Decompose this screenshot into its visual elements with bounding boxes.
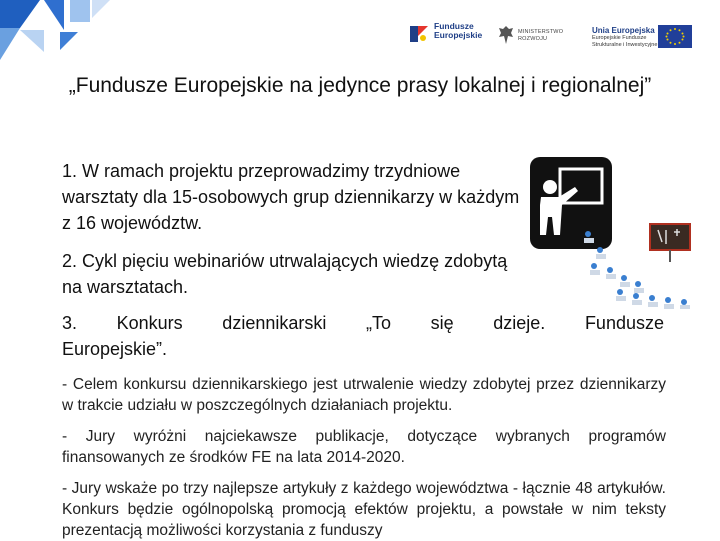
eu-logo-sub2: Strukturalne i Inwestycyjne	[592, 42, 658, 48]
eu-flag-icon	[658, 25, 692, 48]
eu-logo-text	[592, 27, 657, 49]
decorative-corner-shapes	[0, 0, 110, 60]
eu-logo-sub1: Europejskie Fundusze	[592, 35, 647, 41]
polish-eagle-emblem-icon	[498, 25, 514, 45]
paragraph-jury-awards: - Jury wyróżni najciekawsze publikacje, dotyczące wybranych programów finansowanych ze środków FE na lata 2014-2020.	[62, 428, 666, 466]
eu-logo-title: Unia Europejska	[592, 26, 655, 35]
slide-title: „Fundusze Europejskie na jedynce prasy lokalnej i regionalnej”	[68, 74, 652, 97]
fundusze-logo-line2: Europejskie	[434, 30, 483, 40]
item-contest-line1: 3. Konkurs dziennikarski „To się dzieje. Fundusze	[62, 313, 664, 333]
ministry-logo-text	[518, 29, 563, 43]
item-contest-line2: Europejskie”.	[62, 339, 168, 359]
ministry-logo-line2: ROZWOJU	[518, 36, 548, 42]
item-workshops: 1. W ramach projektu przeprowadzimy trzydniowe warsztaty dla 15-osobowych grup dziennikarzy w każdym z 16 województw.	[62, 161, 520, 233]
fundusze-europejskie-logo-text	[434, 22, 482, 40]
paragraph-contest-goal: - Celem konkursu dziennikarskiego jest utrwalenie wiedzy zdobytej przez dziennikarzy w trakcie udziału w poszczególnych działaniach projektu.	[62, 376, 666, 414]
paragraph-jury-selection: - Jury wskaże po trzy najlepsze artykuły z każdego województwa - łącznie 48 artykułów. Konkurs będzie ogólnopolską promocją efektów projektu, a powstałe w nim teksty prezentacją możliwości korzystania z funduszy	[62, 480, 666, 539]
fundusze-europejskie-logo-icon	[408, 22, 430, 46]
item-webinars: 2. Cykl pięciu webinariów utrwalających wiedzę zdobytą na warsztatach.	[62, 251, 508, 297]
classroom-illustration-icon	[580, 222, 705, 310]
ministry-logo-line1: MINISTERSTWO	[518, 29, 564, 35]
fundusze-logo-line1: Fundusze	[434, 21, 474, 31]
